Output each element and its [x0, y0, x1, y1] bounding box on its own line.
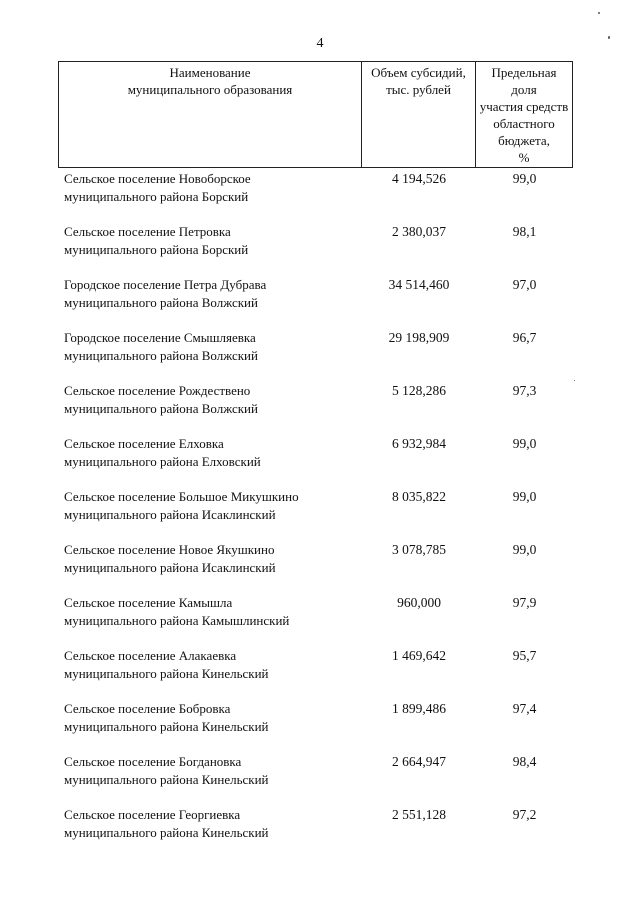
- municipality-name: [64, 223, 364, 259]
- subsidy-amount: 2 551,128: [392, 807, 446, 822]
- table-row: [0, 435, 640, 488]
- municipality-district: муниципального района Волжский: [64, 295, 258, 310]
- municipality-district: муниципального района Елховский: [64, 454, 261, 469]
- municipality-name: [64, 806, 364, 842]
- page-number: 4: [316, 36, 324, 51]
- municipality-line: Сельское поселение Рождествено: [64, 383, 251, 398]
- municipality-district: муниципального района Кинельский: [64, 772, 269, 787]
- subsidy-amount: 5 128,286: [392, 383, 446, 398]
- municipality-name: [64, 594, 364, 630]
- header-municipality-line: муниципального образования: [127, 82, 293, 97]
- header-subsidy-line: тыс. рублей: [386, 82, 451, 97]
- table-body: [0, 170, 640, 859]
- municipality-district: муниципального района Исаклинский: [64, 507, 276, 522]
- header-share-line: Предельная: [491, 65, 557, 80]
- municipality-name: [64, 329, 364, 365]
- municipality-district: муниципального района Волжский: [64, 401, 258, 416]
- header-share-line: бюджета,: [498, 133, 550, 148]
- municipality-line: Сельское поселение Новоборское: [64, 171, 251, 186]
- header-share-line: участия средств: [479, 99, 569, 114]
- budget-share: 97,2: [512, 807, 537, 822]
- header-municipality-line: Наименование: [169, 65, 251, 80]
- budget-share: 99,0: [512, 436, 537, 451]
- municipality-line: Сельское поселение Новое Якушкино: [64, 542, 275, 557]
- municipality-name: [64, 170, 364, 206]
- table-row: [0, 276, 640, 329]
- table-row: [0, 700, 640, 753]
- municipality-line: Городское поселение Смышляевка: [64, 330, 256, 345]
- header-share-line: областного: [493, 116, 555, 131]
- municipality-name: [64, 276, 364, 312]
- municipality-district: муниципального района Кинельский: [64, 666, 269, 681]
- budget-share: 99,0: [512, 171, 537, 186]
- table-row: [0, 170, 640, 223]
- municipality-name: [64, 541, 364, 577]
- scan-speck: [598, 12, 600, 14]
- header-max-share: [476, 62, 572, 167]
- municipality-district: муниципального района Волжский: [64, 348, 258, 363]
- budget-share: 97,9: [512, 595, 537, 610]
- subsidy-amount: 960,000: [397, 595, 441, 610]
- budget-share: 98,4: [512, 754, 537, 769]
- budget-share: 99,0: [512, 542, 537, 557]
- budget-share: 97,3: [512, 383, 537, 398]
- budget-share: 97,0: [512, 277, 537, 292]
- budget-share: 95,7: [512, 648, 537, 663]
- municipality-district: муниципального района Кинельский: [64, 825, 269, 840]
- table-row: [0, 488, 640, 541]
- budget-share: 96,7: [512, 330, 537, 345]
- header-subsidy-line: Объем субсидий,: [371, 65, 466, 80]
- subsidy-amount: 3 078,785: [392, 542, 446, 557]
- municipality-line: Сельское поселение Большое Микушкино: [64, 489, 299, 504]
- municipality-line: Сельское поселение Бобровка: [64, 701, 231, 716]
- subsidy-amount: 2 380,037: [392, 224, 446, 239]
- municipality-line: Сельское поселение Алакаевка: [64, 648, 237, 663]
- scan-speck: [608, 36, 610, 39]
- municipality-district: муниципального района Борский: [64, 189, 249, 204]
- subsidy-amount: 2 664,947: [392, 754, 446, 769]
- municipality-district: муниципального района Исаклинский: [64, 560, 276, 575]
- municipality-district: муниципального района Кинельский: [64, 719, 269, 734]
- header-subsidy-amount: [362, 62, 476, 167]
- municipality-line: Сельское поселение Елховка: [64, 436, 224, 451]
- subsidy-amount: 4 194,526: [392, 171, 446, 186]
- municipality-line: Сельское поселение Петровка: [64, 224, 231, 239]
- budget-share: 99,0: [512, 489, 537, 504]
- municipality-line: Сельское поселение Георгиевка: [64, 807, 241, 822]
- municipality-district: муниципального района Борский: [64, 242, 249, 257]
- subsidy-amount: 1 469,642: [392, 648, 446, 663]
- table-row: [0, 806, 640, 859]
- municipality-name: [64, 700, 364, 736]
- municipality-name: [64, 753, 364, 789]
- table-row: [0, 382, 640, 435]
- header-share-line: доля: [511, 82, 537, 97]
- municipality-line: Сельское поселение Камышла: [64, 595, 233, 610]
- budget-share: 98,1: [512, 224, 537, 239]
- municipality-name: [64, 382, 364, 418]
- header-share-line: %: [518, 150, 530, 165]
- header-municipality: [59, 62, 362, 167]
- municipality-name: [64, 647, 364, 683]
- table-row: [0, 329, 640, 382]
- subsidy-amount: 8 035,822: [392, 489, 446, 504]
- table-row: [0, 647, 640, 700]
- municipality-line: Городское поселение Петра Дубрава: [64, 277, 267, 292]
- budget-share: 97,4: [512, 701, 537, 716]
- scan-speck: [574, 380, 575, 381]
- municipality-name: [64, 435, 364, 471]
- subsidy-amount: 34 514,460: [388, 277, 450, 292]
- table-row: [0, 594, 640, 647]
- table-row: [0, 541, 640, 594]
- subsidy-amount: 29 198,909: [388, 330, 450, 345]
- municipality-district: муниципального района Камышлинский: [64, 613, 290, 628]
- subsidy-amount: 1 899,486: [392, 701, 446, 716]
- municipality-line: Сельское поселение Богдановка: [64, 754, 242, 769]
- subsidy-amount: 6 932,984: [392, 436, 446, 451]
- municipality-name: [64, 488, 364, 524]
- table-header: [58, 61, 573, 168]
- table-row: [0, 753, 640, 806]
- table-row: [0, 223, 640, 276]
